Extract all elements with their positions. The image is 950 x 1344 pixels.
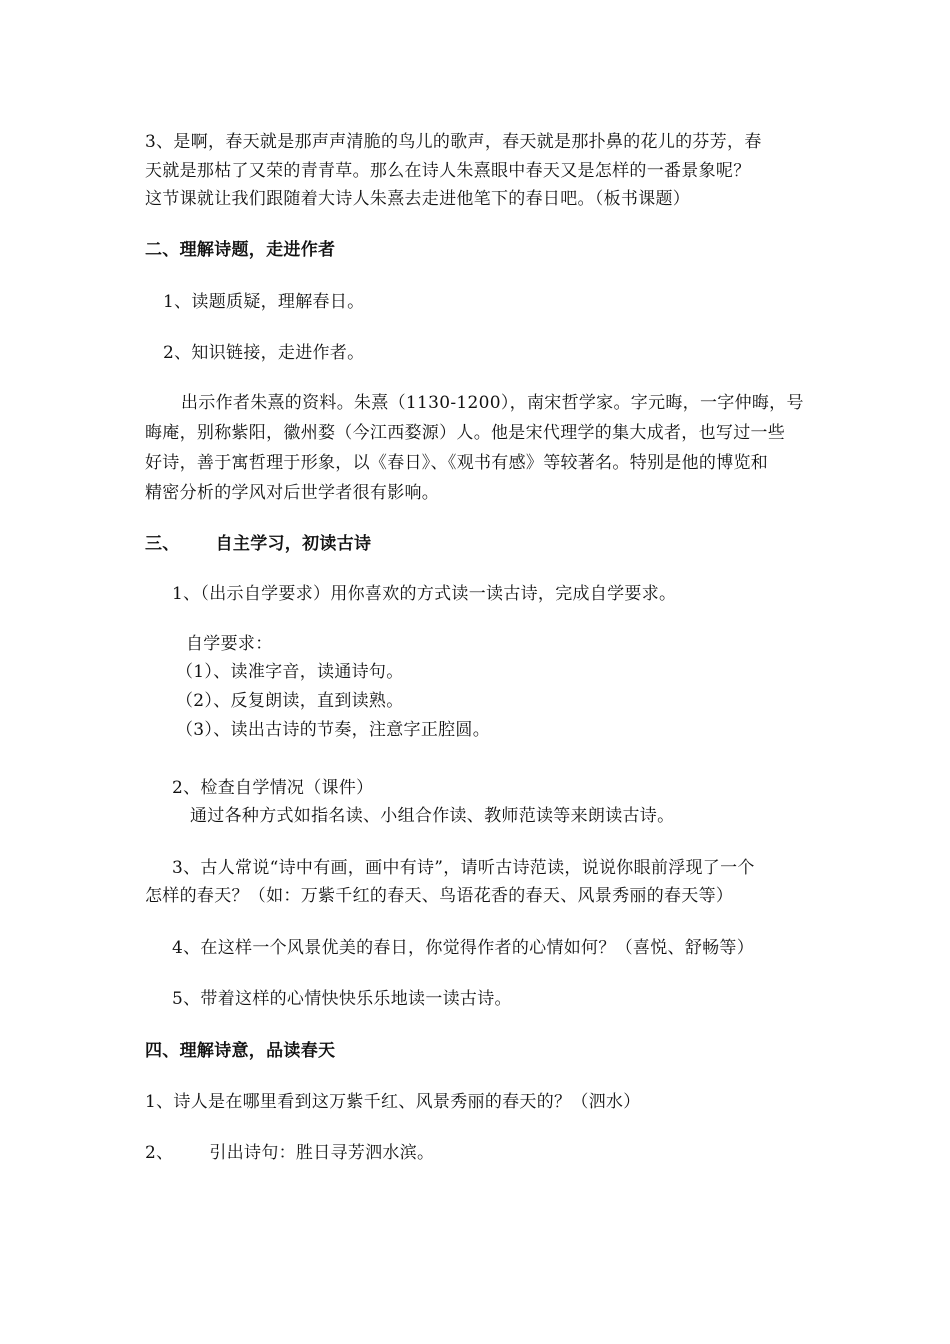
requirement-3: （3）、读出古诗的节奏，注意字正腔圆。 [176, 720, 491, 740]
section-4-heading: 四、理解诗意，品读春天 [145, 1041, 336, 1061]
section-3-item-3-line-1: 3、古人常说“诗中有画，画中有诗”，请听古诗范读，说说你眼前浮现了一个 [172, 858, 755, 878]
section-3-heading-number: 三、 [145, 534, 180, 554]
section-4-item-2-number: 2、 [145, 1143, 174, 1163]
section-4-item-2 [145, 1140, 434, 1166]
section-2-item-1: 1、读题质疑，理解春日。 [163, 292, 365, 312]
section-2-heading: 二、理解诗题，走进作者 [145, 240, 336, 260]
self-study-requirements-title: 自学要求： [186, 634, 273, 654]
section-3-item-4: 4、在这样一个风景优美的春日，你觉得作者的心情如何？（喜悦、舒畅等） [172, 938, 755, 958]
author-bio-line-2: 晦庵，别称紫阳，徽州婺（今江西婺源）人。他是宋代理学的集大成者，也写过一些 [145, 423, 786, 443]
section-3-heading-text: 自主学习，初读古诗 [215, 534, 372, 554]
section-3-item-5: 5、带着这样的心情快快乐乐地读一读古诗。 [172, 989, 512, 1009]
section-3-item-2-detail: 通过各种方式如指名读、小组合作读、教师范读等来朗读古诗。 [190, 806, 675, 826]
intro-line-2: 天就是那枯了又荣的青青草。那么在诗人朱熹眼中春天又是怎样的一番景象呢？ [145, 161, 751, 181]
section-4-item-2-text: 引出诗句：胜日寻芳泗水滨。 [209, 1143, 435, 1163]
section-3-item-2: 2、检查自学情况（课件） [172, 778, 374, 798]
author-bio-line-4: 精密分析的学风对后世学者很有影响。 [145, 483, 440, 503]
requirement-1: （1）、读准字音，读通诗句。 [176, 662, 404, 682]
section-3-item-3-line-2: 怎样的春天？（如：万紫千红的春天、鸟语花香的春天、风景秀丽的春天等） [145, 886, 734, 906]
author-bio-line-3: 好诗，善于寓哲理于形象，以《春日》、《观书有感》等较著名。特别是他的博览和 [145, 453, 769, 473]
intro-line-3: 这节课就让我们跟随着大诗人朱熹去走进他笔下的春日吧。（板书课题） [145, 189, 691, 209]
intro-line-1: 3、是啊，春天就是那声声清脆的鸟儿的歌声，春天就是那扑鼻的花儿的芬芳，春 [145, 132, 762, 152]
author-bio-line-1: 出示作者朱熹的资料。朱熹（1130-1200），南宋哲学家。字元晦，一字仲晦，号 [181, 393, 804, 413]
section-2-item-2: 2、知识链接，走进作者。 [163, 343, 365, 363]
section-3-heading [145, 531, 371, 557]
requirement-2: （2）、反复朗读，直到读熟。 [176, 691, 404, 711]
section-3-item-1: 1、（出示自学要求）用你喜欢的方式读一读古诗，完成自学要求。 [172, 584, 677, 604]
section-4-item-1: 1、诗人是在哪里看到这万紫千红、风景秀丽的春天的？（泗水） [145, 1092, 641, 1112]
